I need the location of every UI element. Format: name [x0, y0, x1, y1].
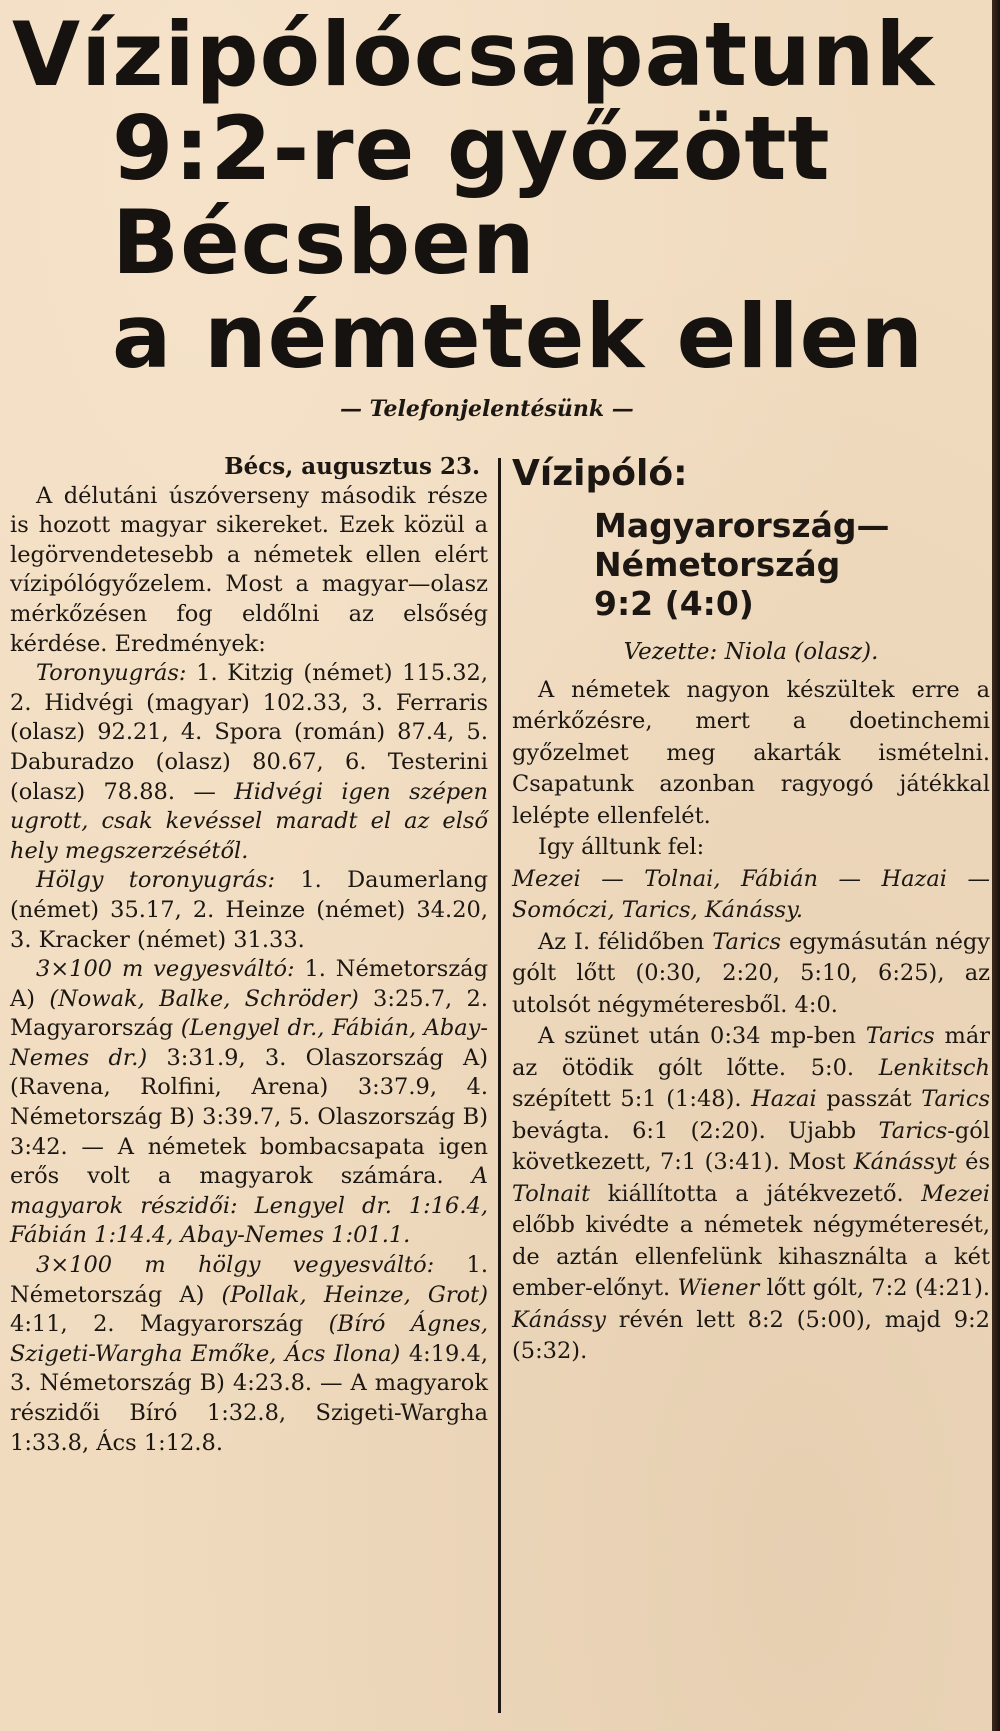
- women-relay-label: 3×100 m hölgy vegyesváltó:: [36, 1252, 435, 1279]
- p2-c: egymásután négy gólt lőtt (0:30, 2:20, 5:10, 6:25), az utolsót négyméteresből. 4:0.: [512, 928, 991, 1018]
- p3-g: passzát: [816, 1086, 922, 1112]
- p3-e: szépített 5:1 (1:48).: [512, 1086, 752, 1112]
- lineup: Mezei — Tolnai, Fábián — Hazai — Somóczi, Tarics, Kánássy.: [512, 865, 990, 923]
- match-paragraph-3: [512, 1021, 990, 1368]
- p3-t: Kánássy: [512, 1306, 606, 1333]
- p3-u: révén lett 8:2 (5:00), majd 9:2 (5:32).: [512, 1306, 990, 1364]
- p3-q: előbb kivédte a németek négyméteresét, de aztán ellenfelünk kihasználta a két ember-előnyt.: [512, 1212, 990, 1301]
- women-relay-team-1: (Pollak, Heinze, Grot): [221, 1281, 488, 1308]
- right-column: [512, 452, 990, 1368]
- p3-i: bevágta. 6:1 (2:20). Ujabb: [512, 1117, 879, 1144]
- p3-b: Tarics: [865, 1023, 935, 1049]
- p3-j: Tarics: [878, 1117, 948, 1144]
- p3-s: lőtt gólt, 7:2 (4:21).: [759, 1275, 990, 1301]
- p2-b: Tarics: [712, 928, 781, 955]
- p3-k: -gól következett, 7:1 (3:41). Most: [512, 1117, 990, 1175]
- tower-results: [10, 659, 488, 866]
- women-relay-part-2: 4:11, 2. Magyarország: [10, 1311, 329, 1338]
- relay-part-2: 3:25.7, 2. Magyarország: [10, 985, 488, 1042]
- relay-splits: A magyarok részidői: Lengyel dr. 1:16.4, Fábián 1:14.4, Abay-Nemes 1:01.1.: [10, 1163, 488, 1249]
- tower-label: Toronyugrás:: [36, 660, 187, 687]
- lineup-intro: Igy álltunk fel:: [538, 834, 705, 860]
- headline-line-2: 9:2-re győzött: [112, 97, 831, 200]
- referee: Vezette: Niola (olasz).: [623, 639, 879, 665]
- women-tower-results: [10, 866, 488, 955]
- p3-m: és: [956, 1149, 990, 1175]
- p2-a: Az I. félidőben: [538, 928, 713, 955]
- intro-paragraph: A délutáni úszóverseny második része is hozott magyar sikereket. Ezek közül a legörvendetesebb a németek ellen elért vízipólógyőzelem. Most a magyar—olasz mérkőzésen fog eldőlni az elsőség kérdése. Eredmények:: [10, 482, 488, 657]
- headline-line-3: Bécsben: [112, 191, 536, 294]
- relay-results: [10, 955, 488, 1251]
- women-tower-label: Hölgy toronyugrás:: [36, 867, 276, 894]
- women-relay-results: [10, 1251, 488, 1458]
- match-paragraph-2: [512, 927, 990, 1022]
- match-paragraph-1: A németek nagyon készültek erre a mérkőzésre, mert a doetinchemi győzelmet meg akarták ismételni. Csapatunk azonban ragyogó játékkal lelépte ellenfelét.: [512, 676, 990, 829]
- relay-team-1: (Nowak, Balke, Schröder): [49, 985, 359, 1012]
- p3-l: Kánássyt: [853, 1149, 957, 1175]
- relay-team-2: (Lengyel dr., Fábián, Abay-Nemes dr.): [10, 1015, 488, 1071]
- women-relay-part-1: 1. Németország A): [10, 1252, 488, 1308]
- page-edge: [992, 0, 1000, 1731]
- p3-f: Hazai: [751, 1086, 817, 1112]
- relay-label: 3×100 m vegyesváltó:: [36, 956, 295, 983]
- relay-part-1: 1. Németország A): [10, 956, 488, 1012]
- p3-o: kiállította a játékvezető.: [590, 1180, 922, 1207]
- byline: — Telefonjelentésünk —: [340, 396, 634, 422]
- women-relay-part-3: 4:19.4, 3. Németország B) 4:23.8. — A magyarok részidői Bíró 1:32.8, Szigeti-Wargha 1:33.8, Ács 1:12.8.: [10, 1340, 488, 1456]
- waterpolo-title: Vízipóló:: [512, 453, 688, 494]
- women-relay-team-2: (Bíró Ágnes, Szigeti-Wargha Emőke, Ács Ilona): [10, 1311, 488, 1367]
- women-tower-results-text: 1. Daumerlang (német) 35.17, 2. Heinze (német) 34.20, 3. Kracker (német) 31.33.: [10, 867, 488, 953]
- headline-line-4: a németek ellen: [112, 285, 924, 388]
- column-rule: [498, 458, 501, 1713]
- dateline: Bécs, augusztus 23.: [224, 453, 480, 480]
- headline-line-1: Vízipólócsapatunk: [12, 3, 935, 106]
- match-line-1: Magyarország—: [594, 506, 890, 545]
- match-score: 9:2 (4:0): [594, 584, 754, 623]
- p3-h: Tarics: [921, 1086, 990, 1112]
- tower-note: Hidvégi igen szépen ugrott, csak kevéssel maradt el az első hely megszerzésétől.: [10, 778, 489, 864]
- tower-results-text: 1. Kitzig (német) 115.32, 2. Hidvégi (magyar) 102.33, 3. Ferraris (olasz) 92.21, 4. Spora (román) 87.4, 5. Daburadzo (olasz) 80.67, 6. Testerini (olasz) 78.88. —: [10, 660, 488, 805]
- left-column: [10, 452, 488, 1458]
- p3-a: A szünet után 0:34 mp-ben: [538, 1023, 866, 1049]
- p3-r: Wiener: [677, 1275, 760, 1301]
- relay-part-3: 3:31.9, 3. Olaszország A) (Ravena, Rolfini, Arena) 3:37.9, 4. Németország B) 3:39.7, 5. Olaszország B) 3:42. — A németek bombacsapata igen erős volt a magyarok számára.: [10, 1044, 488, 1190]
- p3-p: Mezei: [921, 1180, 990, 1207]
- p3-d: Lenkitsch: [878, 1054, 990, 1081]
- headline: [12, 3, 972, 388]
- p3-n: Tolnait: [512, 1180, 591, 1207]
- p3-c: már az ötödik gólt lőtte. 5:0.: [512, 1023, 990, 1081]
- match-line-2: Németország: [594, 545, 841, 584]
